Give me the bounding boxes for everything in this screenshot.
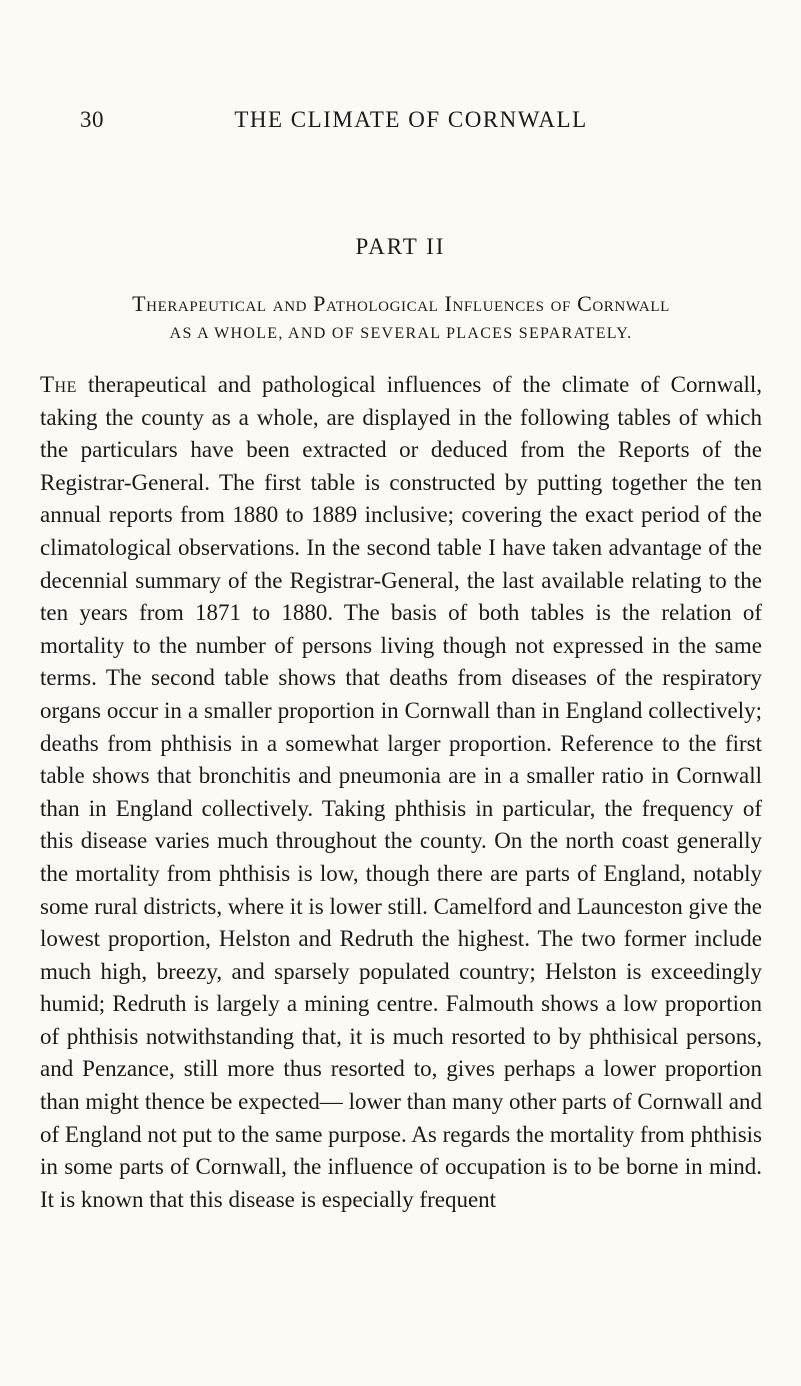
part-heading: PART II <box>355 234 446 259</box>
running-header <box>40 107 762 137</box>
section-title-line-1: Therapeutical and Pathological Influences of Cornwall <box>132 291 670 316</box>
section-title <box>40 289 762 349</box>
section-title-line-2: AS A WHOLE, AND OF SEVERAL PLACES SEPARATELY. <box>169 325 633 342</box>
body-text <box>40 369 762 1216</box>
body-paragraph <box>40 369 762 1216</box>
paragraph-text: therapeutical and pathological influences of the climate of Cornwall, taking the county as a whole, are displayed in the following tables of which the particulars have been extracted or deduced from the Reports of the Registrar-General. The first table is constructed by putting together the ten annual reports from 1880 to 1889 inclusive; covering the exact period of the climatological observations. In the second table I have taken advantage of the decennial summary of the Registrar-General, the last available relating to the ten years from 1871 to 1880. The basis of both tables is the relation of mortality to the number of persons living though not expressed in the same terms. The second table shows that deaths from diseases of the respiratory organs occur in a smaller proportion in Cornwall than in England collectively; deaths from phthisis in a somewhat larger proportion. Reference to the first table shows that bronchitis and pneumonia are in a smaller ratio in Cornwall than in England collectively. Taking phthisis in particular, the frequency of this disease varies much throughout the county. On the north coast generally the mortality from phthisis is low, though there are parts of England, notably some rural districts, where it is lower still. Camelford and Launceston give the lowest proportion, Helston and Redruth the highest. The two former include much high, breezy, and sparsely populated country; Helston is exceedingly humid; Redruth is largely a mining centre. Falmouth shows a low proportion of phthisis notwithstanding that, it is much resorted to by phthisical persons, and Penzance, still more thus resorted to, gives perhaps a lower proportion than might thence be expected— lower than many other parts of Cornwall and of England not put to the same purpose. As regards the mortality from phthisis in some parts of Cornwall, the influence of occupation is to be borne in mind. It is known that this disease is especially frequent <box>40 372 763 1212</box>
running-title: THE CLIMATE OF CORNWALL <box>234 107 588 132</box>
lead-word: The <box>40 372 77 397</box>
page-number: 30 <box>80 107 104 132</box>
